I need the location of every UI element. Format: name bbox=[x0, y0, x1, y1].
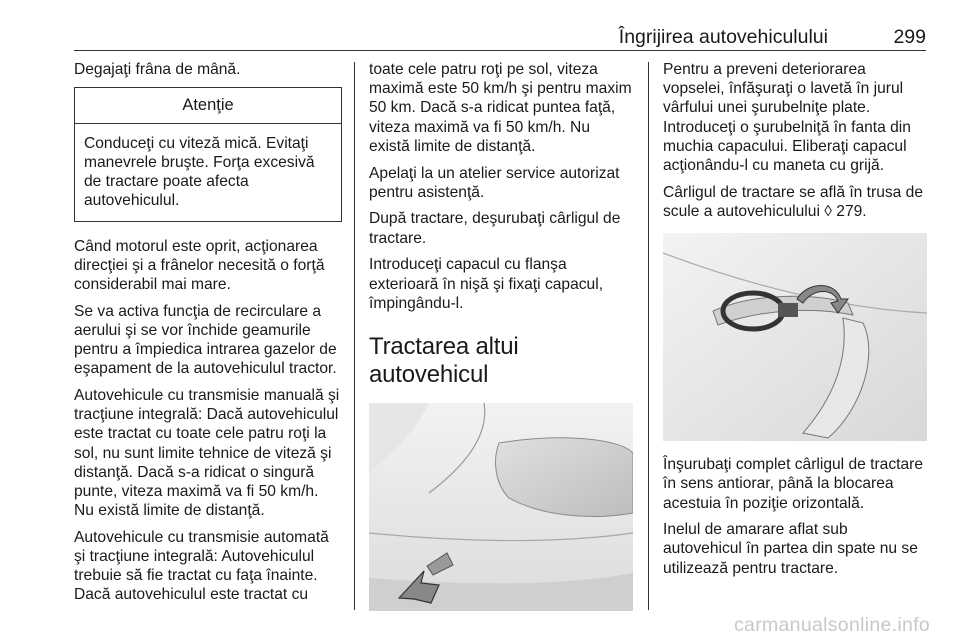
column-1 bbox=[74, 60, 342, 612]
paragraph-unscrew-hook: După tractare, deşurubaţi cârligul de tractare. bbox=[369, 210, 621, 247]
towing-hook-shaft bbox=[778, 303, 798, 317]
page-number: 299 bbox=[893, 26, 926, 48]
paragraph-automatic-transmission: Autovehicule cu transmisie automată şi tracţiune integrală: Autovehiculul trebuie să fie tractat cu faţa înainte. Dacă autovehiculul este tractat cu bbox=[74, 528, 329, 604]
column-divider-1 bbox=[354, 62, 355, 610]
paragraph-lashing-ring: Inelul de amarare aflat sub autovehicul în partea din spate nu se utilizează pentru tractare. bbox=[663, 521, 918, 577]
warning-body bbox=[75, 124, 341, 221]
column-divider-2 bbox=[648, 62, 649, 610]
warning-heading: Atenţie bbox=[75, 88, 341, 124]
towing-hook-illustration bbox=[663, 233, 927, 441]
paragraph-hook-location: Cârligul de tractare se află în trusa de scule a autovehiculului ◊ 279. bbox=[663, 183, 924, 220]
page-header bbox=[74, 22, 926, 50]
paragraph-air-recirculation: Se va activa funcţia de recirculare a aerului şi se vor închide geamurile pentru a împiedica intrarea gazelor de eşapament de la autovehiculul tractor. bbox=[74, 302, 337, 378]
warning-text: Conduceţi cu viteză mică. Evitaţi manevrele bruşte. Forţa excesivă de tractare poate afecta autovehiculul. bbox=[84, 134, 315, 210]
watermark: carmanualsonline.info bbox=[734, 614, 930, 636]
paragraph-continued-limits: toate cele patru roţi pe sol, viteza maximă este 50 km/h şi pentru maxim 50 km. Dacă s-a ridicat puntea faţă, viteza maximă va fi 50 km/h. Nu există limite de distanţă. bbox=[369, 61, 632, 155]
section-heading: Tractarea altui autovehicul bbox=[369, 332, 519, 388]
paragraph-insert-cover: Introduceţi capacul cu flanşa exterioară în nişă şi fixaţi capacul, împingându-l. bbox=[369, 256, 604, 312]
rear-bumper-illustration bbox=[369, 403, 633, 611]
header-title: Îngrijirea autovehiculului bbox=[618, 26, 828, 48]
paragraph-screw-hook: Înşurubaţi complet cârligul de tractare în sens antiorar, până la blocarea acestuia în poziţie orizontală. bbox=[663, 456, 924, 512]
header-rule bbox=[74, 50, 926, 51]
paragraph-release-brake: Degajaţi frâna de mână. bbox=[74, 61, 241, 78]
paragraph-engine-off: Când motorul este oprit, acţionarea direcţiei şi a frânelor necesită o forţă considerabil mai mare. bbox=[74, 237, 325, 293]
warning-box bbox=[74, 87, 342, 222]
paragraph-manual-transmission: Autovehicule cu transmisie manuală şi tracţiune integrală: Dacă autovehiculul este tractat cu toate cele patru roţi la sol, nu sunt limite tehnice de viteză şi distanţă. Dacă s-a ridicat o singură punte, viteza maximă va fi 50 km/h. Nu există limite de distanţă. bbox=[74, 386, 340, 520]
column-2 bbox=[369, 60, 635, 611]
column-3 bbox=[663, 60, 927, 585]
paragraph-prevent-damage: Pentru a preveni deteriorarea vopselei, înfăşuraţi o lavetă în jurul vârfului unei şurubelniţe plate. Introduceţi o şurubelniţă în fanta din muchia capacului. Eliberaţi capacul acţionându-l cu maneta cu grijă. bbox=[663, 61, 911, 175]
paragraph-call-service: Apelaţi la un atelier service autorizat pentru asistenţă. bbox=[369, 164, 620, 201]
